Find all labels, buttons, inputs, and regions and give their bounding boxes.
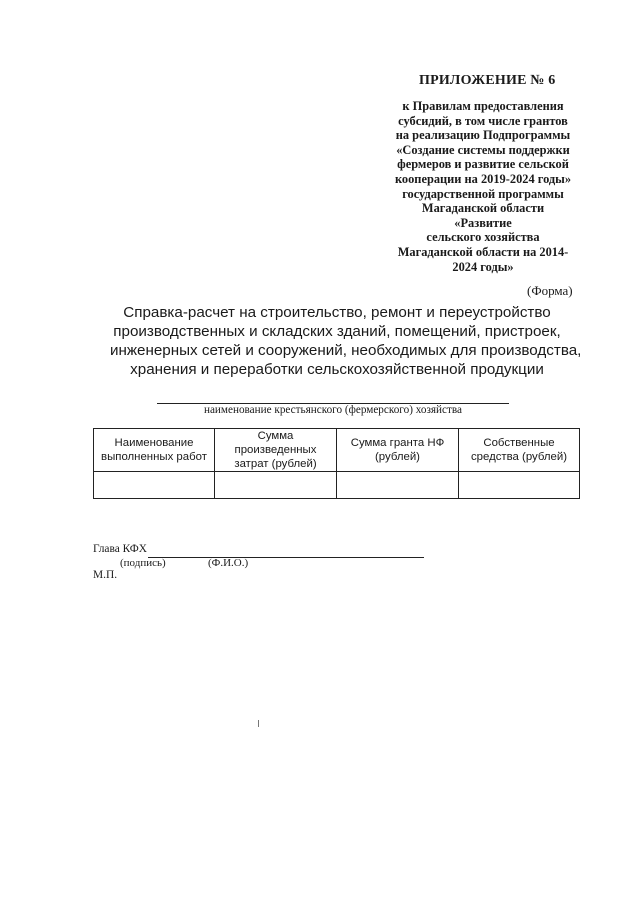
column-header-own-funds: Собственные средства (рублей) — [459, 429, 580, 472]
appendix-line: фермеров и развитие сельской — [397, 157, 569, 172]
title-line: хранения и переработки сельскохозяйственной продукции — [130, 361, 544, 378]
title-line: Справка-расчет на строительство, ремонт и переустройство — [123, 304, 551, 321]
appendix-line: 2024 годы» — [452, 259, 514, 274]
works-table — [93, 428, 580, 499]
appendix-line: на реализацию Подпрограммы — [395, 128, 571, 143]
appendix-line: кооперации на 2019-2024 годы» — [394, 171, 572, 186]
farm-name-caption: наименование крестьянского (фермерского) хозяйства — [203, 404, 462, 416]
scan-artifact — [258, 720, 259, 727]
signature-caption: (подпись) — [120, 557, 166, 569]
appendix-line: Магаданской области на 2014- — [397, 244, 569, 259]
table-header-row — [94, 429, 580, 472]
table-cell[interactable] — [459, 472, 580, 499]
appendix-title: ПРИЛОЖЕНИЕ № 6 — [419, 73, 556, 88]
table-cell[interactable] — [94, 472, 215, 499]
name-caption: (Ф.И.О.) — [208, 557, 249, 569]
appendix-line: сельского хозяйства — [426, 230, 540, 245]
signature-line[interactable] — [148, 557, 424, 558]
column-header-costs: Сумма произведенных затрат (рублей) — [215, 429, 337, 472]
title-line: инженерных сетей и сооружений, необходимых для производства, — [110, 342, 582, 359]
form-label: (Форма) — [527, 283, 573, 298]
title-line: производственных и складских зданий, помещений, пристроек, — [113, 323, 561, 340]
appendix-line: «Создание системы поддержки — [396, 142, 570, 157]
stamp-label: М.П. — [93, 569, 118, 581]
column-header-works: Наименование выполненных работ — [94, 429, 215, 472]
table-cell[interactable] — [337, 472, 459, 499]
appendix-reference — [378, 99, 588, 274]
appendix-line: Магаданской области — [421, 201, 545, 216]
document-title — [110, 303, 582, 379]
appendix-line: «Развитие — [454, 215, 512, 230]
appendix-line: к Правилам предоставления — [402, 99, 564, 113]
head-label: Глава КФХ — [93, 543, 147, 555]
appendix-line: государственной программы — [402, 186, 564, 201]
column-header-grant: Сумма гранта НФ (рублей) — [337, 429, 459, 472]
table-row — [94, 472, 580, 499]
appendix-line: субсидий, в том числе грантов — [398, 113, 568, 128]
table-cell[interactable] — [215, 472, 337, 499]
